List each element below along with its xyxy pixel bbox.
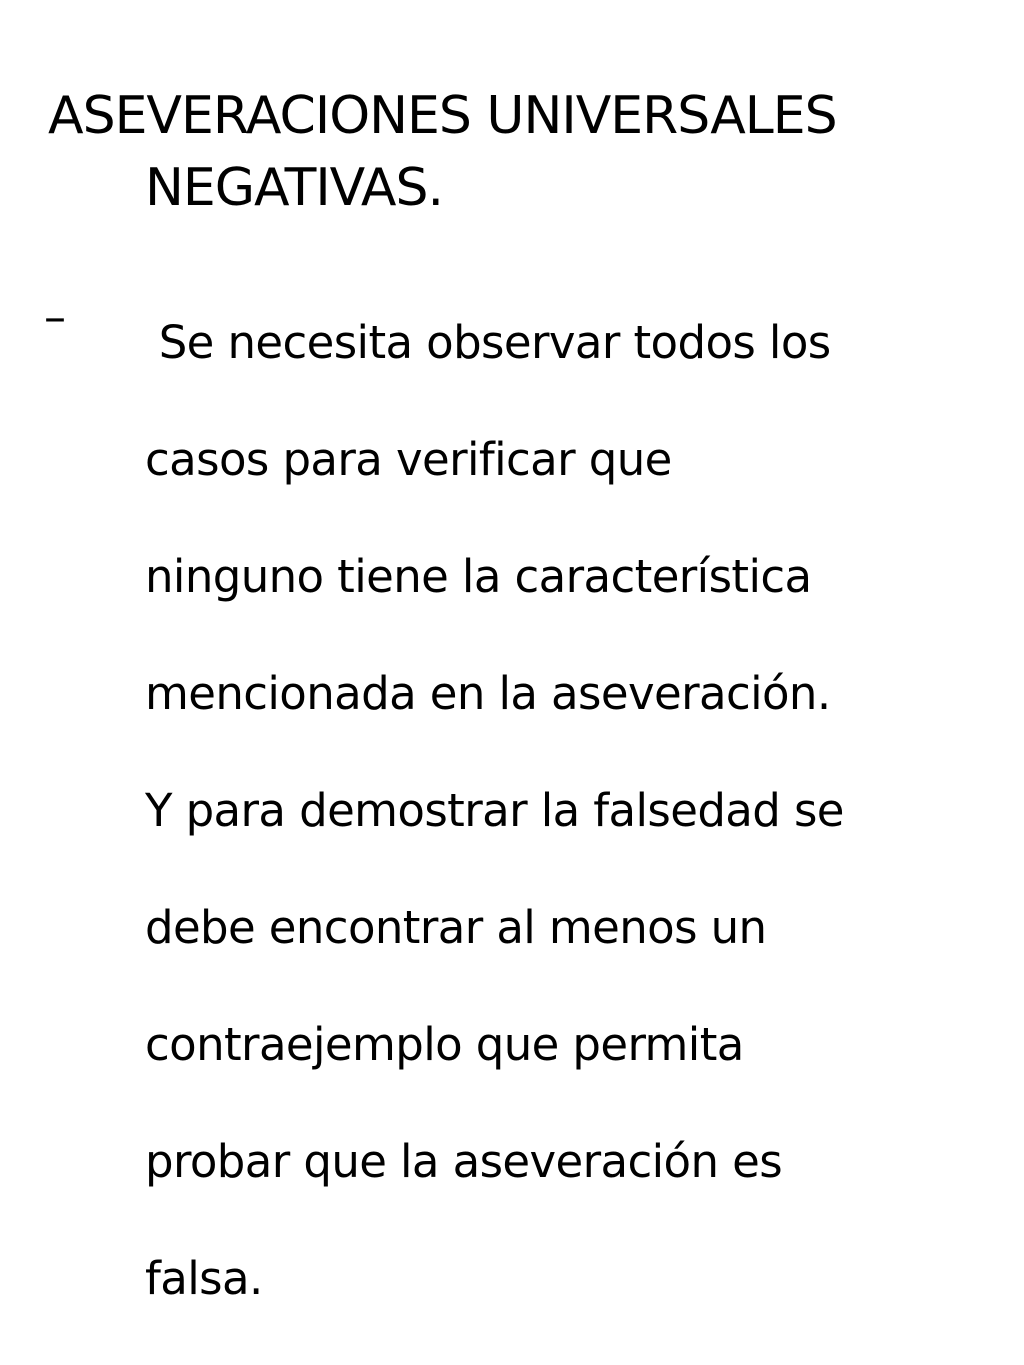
bullet-line-7: contraejemplo que permita <box>145 1018 744 1071</box>
bullet-line-2: casos para verificar que <box>145 433 672 486</box>
bullet-text <box>145 284 1015 1337</box>
bullet-line-4: mencionada en la aseveración. <box>145 667 831 720</box>
bullet-line-5: Y para demostrar la falsedad se <box>145 784 844 837</box>
bullet-dash-marker: – <box>44 292 66 343</box>
title-line-2: NEGATIVAS. <box>145 158 444 218</box>
slide-title <box>48 80 988 224</box>
bullet-line-9: falsa. <box>145 1252 263 1305</box>
bullet-line-3: ninguno tiene la característica <box>145 550 812 603</box>
bullet-line-8: probar que la aseveración es <box>145 1135 783 1188</box>
bullet-line-6: debe encontrar al menos un <box>145 901 767 954</box>
title-line-1: ASEVERACIONES UNIVERSALES <box>48 86 837 146</box>
bullet-line-1: Se necesita observar todos los <box>145 316 831 369</box>
